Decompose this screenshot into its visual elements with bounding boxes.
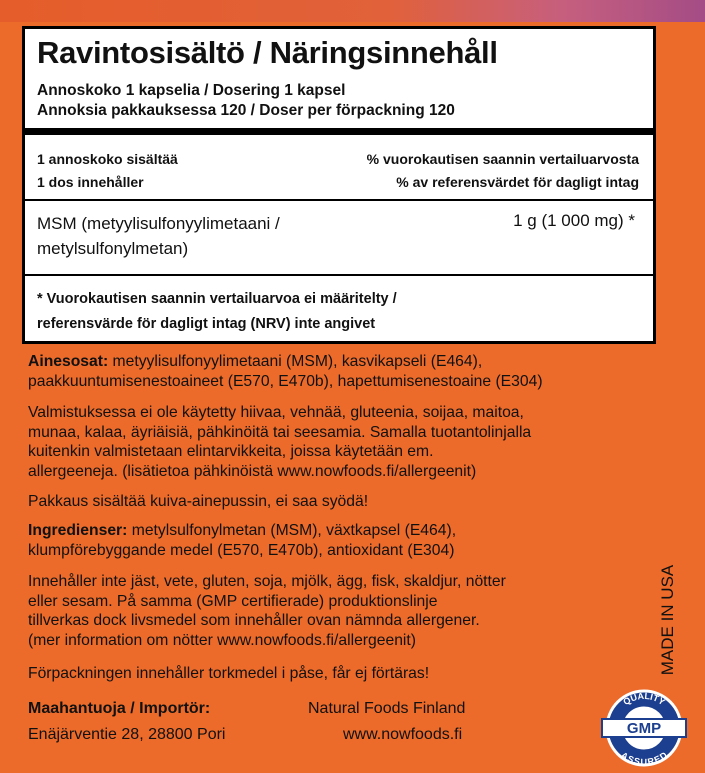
finnish-allergen-line-1: Valmistuksessa ei ole käytetty hiivaa, vehnää, gluteenia, soijaa, maitoa, (28, 404, 524, 421)
per-serving-heading-fi: 1 annoskoko sisältää (37, 151, 178, 167)
finnish-allergen-info (28, 403, 531, 481)
gmp-quality-seal-icon (600, 688, 688, 768)
finnish-allergen-line-2: munaa, kalaa, äyriäisiä, pähkinöitä tai seesamia. Samalla tuotantolinjalla (28, 423, 532, 441)
swedish-allergen-line-2: eller sesam. På samma (GMP certifierade) produktionslinje (28, 592, 438, 610)
swedish-allergen-line-1: Innehåller inte jäst, vete, gluten, soja, mjölk, ägg, fisk, skaldjur, nötter (28, 573, 506, 590)
reference-intake-heading-fi: % vuorokautisen saannin vertailuarvosta (366, 151, 639, 167)
top-color-stripe (0, 0, 705, 22)
importer-label: Maahantuoja / Importör: (28, 700, 211, 717)
footnote-line-2: referensvärde för dagligt intag (NRV) inte angivet (37, 316, 376, 332)
swedish-ingredients-line-2: klumpförebyggande medel (E570, E470b), antioxidant (E304) (28, 541, 455, 559)
finnish-ingredients-label: Ainesosat: (28, 353, 109, 370)
servings-per-pack: Annoksia pakkauksessa 120 / Doser per förpackning 120 (37, 102, 455, 119)
nrv-footnote (37, 287, 397, 337)
finnish-allergen-line-3: kuitenkin valmistetaan elintarvikkeita, joissa käytetään em. (28, 443, 434, 461)
msm-name-line-2: metylsulfonylmetan) (37, 239, 189, 258)
swedish-ingredients (28, 521, 456, 560)
nutrition-title: Ravintosisältö / Näringsinnehåll (37, 35, 498, 70)
thin-divider (25, 199, 653, 201)
reference-intake-heading-sv: % av referensvärdet för dagligt intag (396, 174, 639, 190)
importer-name: Natural Foods Finland (308, 700, 466, 717)
thin-divider-2 (25, 274, 653, 276)
swedish-allergen-info (28, 572, 506, 650)
swedish-allergen-line-3: tillverkas dock livsmedel som innehåller ovan nämnda allergener. (28, 612, 480, 630)
per-serving-heading-sv: 1 dos innehåller (37, 174, 144, 190)
gmp-seal-center-text: GMP (626, 720, 662, 737)
finnish-desiccant-warning: Pakkaus sisältää kuiva-ainepussin, ei saa syödä! (28, 493, 369, 510)
msm-ingredient-name (37, 211, 280, 261)
serving-size: Annoskoko 1 kapselia / Dosering 1 kapsel (37, 82, 346, 99)
swedish-allergen-line-4: (mer information om nötter www.nowfoods.fi/allergeenit) (28, 631, 416, 649)
importer-address: Enäjärventie 28, 28800 Pori (28, 726, 226, 743)
msm-name-line-1: MSM (metyylisulfonyylimetaani / (37, 214, 280, 233)
nutrition-facts-panel (22, 26, 656, 344)
finnish-ingredients-line-1: metyylisulfonyylimetaani (MSM), kasvikapseli (E464), (108, 353, 483, 370)
finnish-ingredients (28, 352, 543, 391)
msm-amount: 1 g (1 000 mg) * (513, 211, 635, 230)
importer-website: www.nowfoods.fi (343, 726, 463, 743)
footnote-line-1: * Vuorokautisen saannin vertailuarvoa ei määritelty / (37, 291, 397, 307)
finnish-ingredients-line-2: paakkuuntumisenestoaineet (E570, E470b), hapettumisenestoaine (E304) (28, 372, 543, 390)
gmp-seal-top-text: QUALITY (621, 690, 667, 708)
swedish-ingredients-label: Ingredienser: (28, 522, 128, 539)
made-in-usa-label: MADE IN USA (658, 564, 677, 676)
swedish-desiccant-warning: Förpackningen innehåller torkmedel i påse, får ej förtäras! (28, 665, 430, 682)
gmp-seal-bottom-text: ASSURED (618, 750, 670, 768)
thick-divider (25, 128, 653, 135)
finnish-allergen-line-4: allergeeneja. (lisätietoa pähkinöistä www.nowfoods.fi/allergeenit) (28, 462, 477, 480)
swedish-ingredients-line-1: metylsulfonylmetan (MSM), växtkapsel (E464), (127, 522, 457, 539)
